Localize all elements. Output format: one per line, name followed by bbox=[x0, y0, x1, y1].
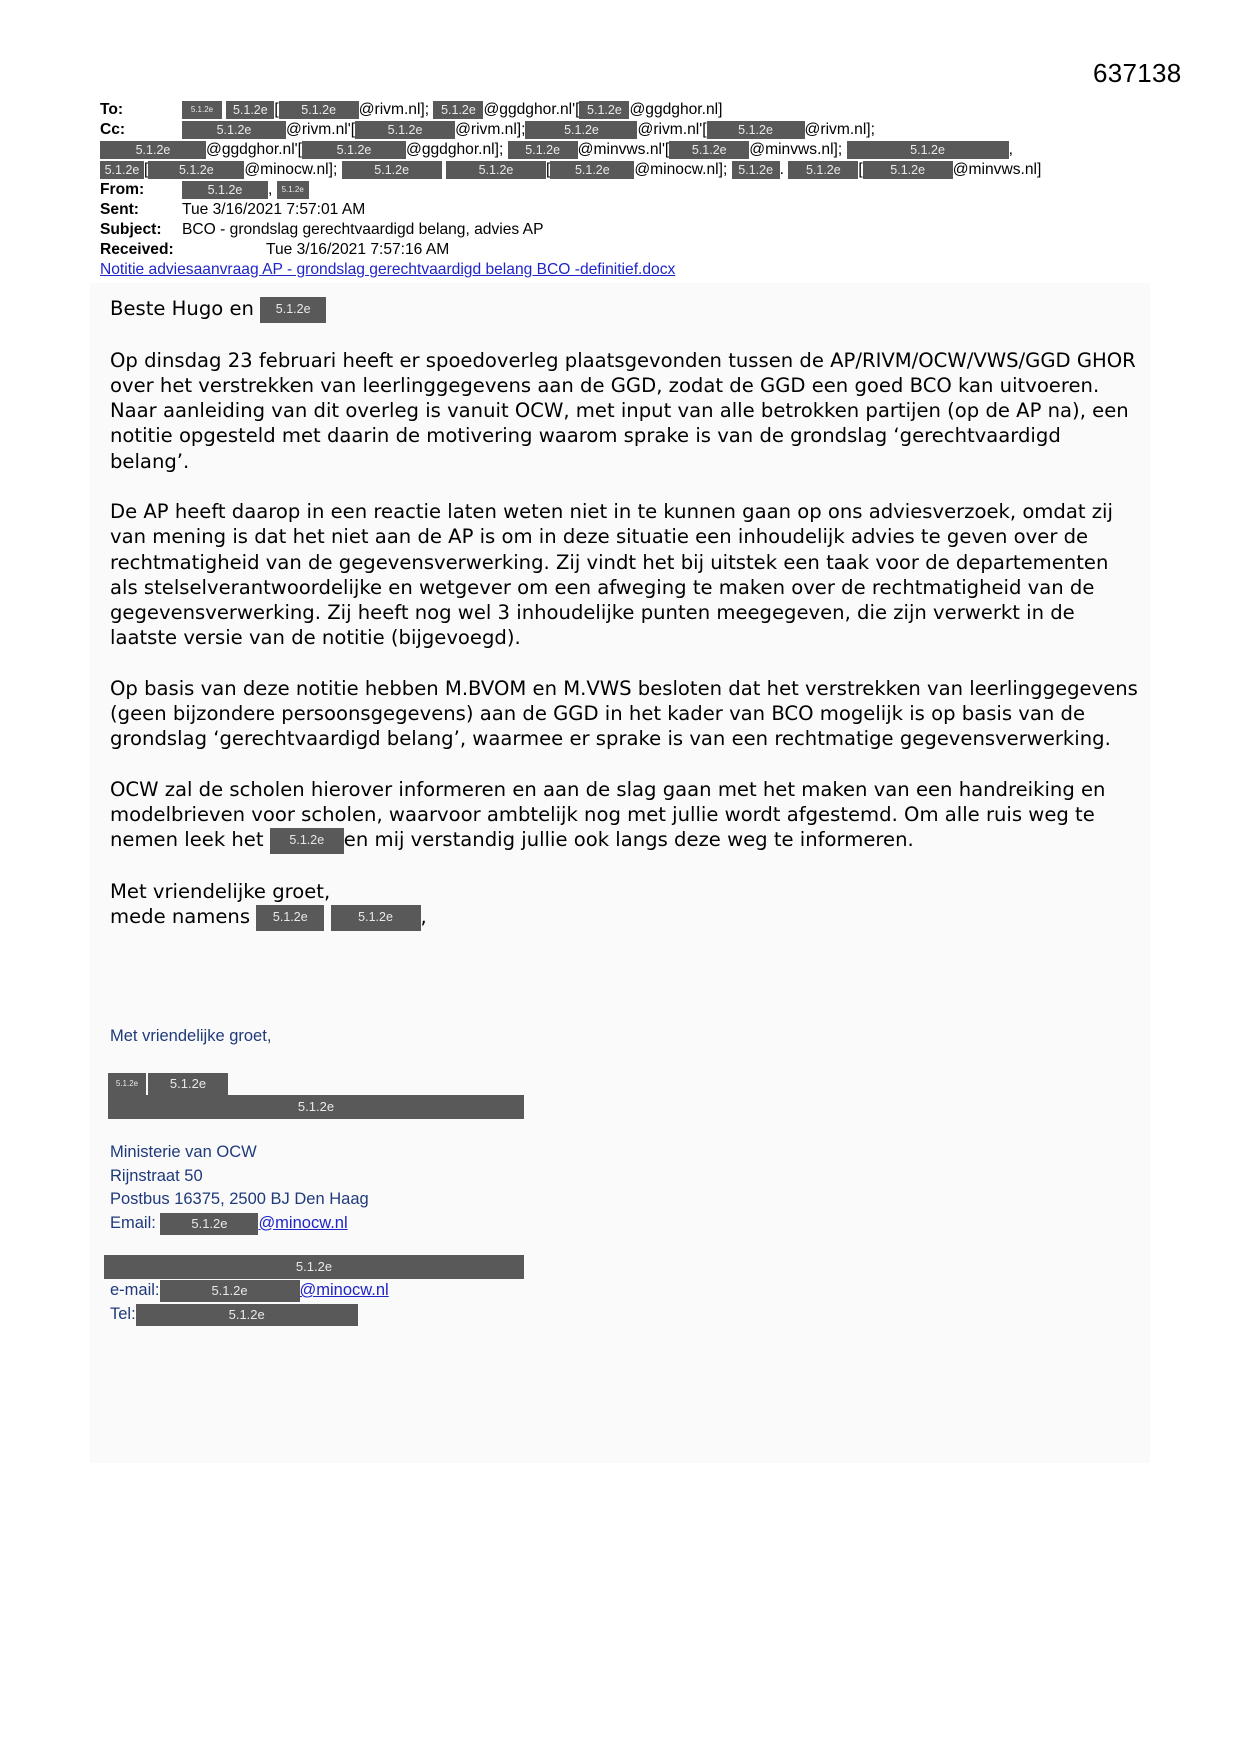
sent-label: Sent: bbox=[100, 201, 139, 218]
redaction: 5.1.2e bbox=[847, 141, 1009, 159]
closing: Met vriendelijke groet, mede namens 5.1.2e 5.1.2e , bbox=[110, 879, 1140, 931]
redaction: 5.1.2e bbox=[108, 1073, 146, 1095]
redaction: 5.1.2e bbox=[433, 101, 483, 119]
redaction: 5.1.2e bbox=[277, 181, 309, 199]
paragraph-3: Op basis van deze notitie hebben M.BVOM en M.VWS besloten dat het verstrekken van leerlinggegevens (geen bijzondere persoonsgegevens) aan de GGD in het kader van BCO mogelijk is op basis van de grondslag ‘gerechtvaardigd belang’, waarmee er sprake is van een rechtmatige gegevensverwerking. bbox=[110, 676, 1138, 751]
redaction: 5.1.2e bbox=[160, 1213, 258, 1235]
received-label: Received: bbox=[100, 241, 174, 258]
redaction: 5.1.2e bbox=[100, 141, 206, 159]
from-label: From: bbox=[100, 181, 145, 198]
subject-value: BCO - grondslag gerechtvaardigd belang, advies AP bbox=[182, 221, 544, 238]
redaction: 5.1.2e bbox=[136, 1304, 358, 1326]
redaction: 5.1.2e bbox=[270, 828, 344, 854]
email-link[interactable]: @minocw.nl bbox=[258, 1213, 348, 1232]
paragraph-4: OCW zal de scholen hierover informeren en aan de slag gaan met het maken van een handreiking en modelbrieven voor scholen, waarvoor ambtelijk nog met jullie wordt afgestemd. Om alle ruis weg te nemen leek het 5.1.2e en mij verstandig jullie ook langs deze weg te informeren. bbox=[110, 777, 1140, 854]
redaction: 5.1.2e bbox=[104, 1255, 524, 1279]
redaction: 5.1.2e bbox=[100, 161, 144, 179]
org-name: Ministerie van OCW bbox=[110, 1143, 257, 1161]
cc-label: Cc: bbox=[100, 121, 126, 138]
to-label: To: bbox=[100, 101, 124, 118]
redaction: 5.1.2e bbox=[732, 161, 780, 179]
attachment-link[interactable]: Notitie adviesaanvraag AP - grondslag gerechtvaardigd belang BCO -definitief.docx bbox=[100, 261, 676, 278]
greeting: Beste Hugo en 5.1.2e bbox=[110, 296, 1140, 323]
signature-address bbox=[110, 1141, 369, 1235]
postbus: Postbus 16375, 2500 BJ Den Haag bbox=[110, 1190, 369, 1208]
redaction: 5.1.2e bbox=[788, 161, 858, 179]
message-body bbox=[110, 296, 1140, 931]
signature-greeting: Met vriendelijke groet, bbox=[110, 1027, 272, 1045]
email-line: Email: 5.1.2e @minocw.nl bbox=[110, 1212, 369, 1236]
email2-line: e-mail: 5.1.2e @minocw.nl bbox=[110, 1279, 389, 1303]
redaction: 5.1.2e bbox=[260, 297, 326, 323]
redaction: 5.1.2e bbox=[226, 101, 274, 119]
redaction: 5.1.2e bbox=[446, 161, 546, 179]
received-value: Tue 3/16/2021 7:57:16 AM bbox=[266, 241, 450, 258]
from-line: From: 5.1.2e , 5.1.2e bbox=[100, 180, 1100, 200]
redaction: 5.1.2e bbox=[182, 101, 222, 119]
attachment-line bbox=[100, 260, 1100, 280]
paragraph-2: De AP heeft daarop in een reactie laten weten niet in te kunnen gaan op ons adviesverzoek, omdat zij van mening is dat het niet aan de AP is om in deze situatie een inhoudelijk advies te geven over de rechtmatigheid van de gegevensverwerking. Zij vindt het bij uitstek een taak voor de departementen als stelselverantwoordelijke en wetgever om een afweging te maken over de rechtmatigheid van de gegevensverwerking. Zij heeft nog wel 3 inhoudelijke punten meegegeven, die zijn verwerkt in de laatste versie van de notitie (bijgevoegd). bbox=[110, 499, 1113, 650]
subject-line bbox=[100, 220, 1100, 240]
redaction: 5.1.2e bbox=[508, 141, 578, 159]
sent-value: Tue 3/16/2021 7:57:01 AM bbox=[182, 201, 366, 218]
cc-line-3: 5.1.2e [ 5.1.2e @minocw.nl]; 5.1.2e 5.1.2e [ 5.1.2e @minocw.nl]; 5.1.2e . 5.1.2e [ 5.1.2e @minvws.nl] bbox=[100, 160, 1100, 180]
redaction: 5.1.2e bbox=[355, 121, 455, 139]
tel-line: Tel: 5.1.2e bbox=[110, 1303, 389, 1327]
cc-line: Cc: 5.1.2e @rivm.nl'[ 5.1.2e @rivm.nl]; 5.1.2e @rivm.nl'[ 5.1.2e @rivm.nl]; bbox=[100, 121, 875, 138]
redaction: 5.1.2e bbox=[707, 121, 805, 139]
cc-line-2: 5.1.2e @ggdghor.nl'[ 5.1.2e @ggdghor.nl]; 5.1.2e @minvws.nl'[ 5.1.2e @minvws.nl]; 5.1.2e , bbox=[100, 140, 1100, 160]
email-header bbox=[100, 100, 1100, 280]
sent-line bbox=[100, 200, 1100, 220]
redaction: 5.1.2e bbox=[182, 121, 286, 139]
paragraph-1: Op dinsdag 23 februari heeft er spoedoverleg plaatsgevonden tussen de AP/RIVM/OCW/VWS/GGD GHOR over het verstrekken van leerlinggegevens aan de GGD, zodat de GGD een goed BCO kan uitvoeren. Naar aanleiding van dit overleg is vanuit OCW, met input van alle betrokken partijen (op de AP na), een notitie opgesteld met daarin de motivering waarom sprake is van de grondslag ‘gerechtvaardigd belang’. bbox=[110, 348, 1136, 473]
redaction: 5.1.2e bbox=[160, 1280, 300, 1302]
redaction: 5.1.2e bbox=[331, 905, 421, 931]
to-line: To: 5.1.2e 5.1.2e [ 5.1.2e @rivm.nl]; 5.1.2e @ggdghor.nl'[ 5.1.2e @ggdghor.nl] bbox=[100, 101, 723, 118]
redaction: 5.1.2e bbox=[279, 101, 359, 119]
redaction: 5.1.2e bbox=[302, 141, 406, 159]
redaction: 5.1.2e bbox=[256, 905, 324, 931]
subject-label: Subject: bbox=[100, 221, 162, 238]
redaction: 5.1.2e bbox=[863, 161, 953, 179]
street: Rijnstraat 50 bbox=[110, 1166, 203, 1185]
redaction: 5.1.2e bbox=[525, 121, 637, 139]
email2-link[interactable]: @minocw.nl bbox=[299, 1281, 389, 1299]
signature-contact bbox=[110, 1279, 389, 1326]
redaction: 5.1.2e bbox=[182, 181, 268, 199]
redaction: 5.1.2e bbox=[669, 141, 749, 159]
redaction: 5.1.2e bbox=[579, 101, 629, 119]
document-number: 637138 bbox=[1093, 58, 1182, 88]
redaction: 5.1.2e bbox=[108, 1095, 524, 1119]
redaction: 5.1.2e bbox=[148, 161, 244, 179]
redaction: 5.1.2e bbox=[550, 161, 634, 179]
received-line bbox=[100, 240, 1100, 260]
redaction: 5.1.2e bbox=[148, 1073, 228, 1095]
redaction: 5.1.2e bbox=[342, 161, 442, 179]
